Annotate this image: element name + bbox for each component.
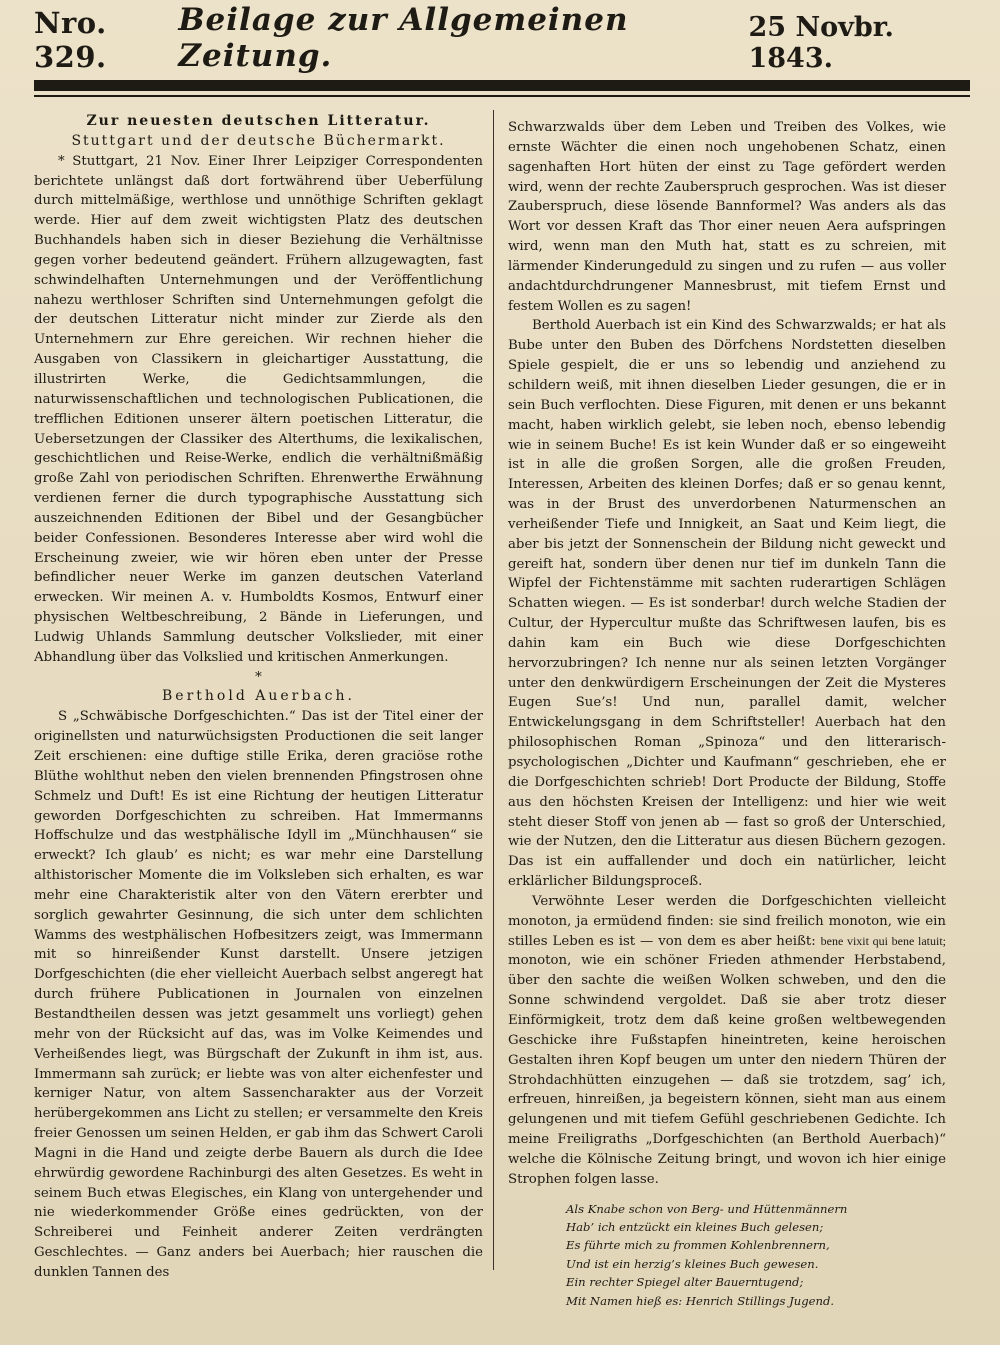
poem-line: Als Knabe schon von Berg- und Hüttenmännern	[566, 1201, 848, 1216]
masthead-thin-rule	[34, 95, 970, 97]
paragraph-text-after: monoton, wie ein schöner Frieden athmender Herbstabend, über den sachte die weißen Wolken schweben, und den die Sonne schwindend vergoldet. Daß sie aber trotz dieser Einförmigkeit, trotz dem daß keine großen weltbewegenden Geschicke ihre Fußstapfen hineintreten, keine heroischen Gestalten ihren Kopf beugen um unter den niedern Thüren der Strohdachhütten einzugehen — daß sie trotzdem, sag’ ich, erfreuen, hinreißen, ja begeistern können, sieht man aus einem gelungenen und mit tiefem Gefühl geschriebenen Gedichte. Ich meine Freiligraths „Dorfgeschichten (an Berthold Auerbach)“ welche die Kölnische Zeitung bringt, und wovon ich hier einige Strophen folgen lasse.	[508, 953, 946, 1187]
newspaper-title: Beilage zur Allgemeinen Zeitung.	[178, 2, 629, 74]
poem-line: Hab’ ich entzückt ein kleines Buch gelesen;	[566, 1219, 824, 1234]
column-divider	[493, 110, 494, 1270]
left-column	[34, 112, 483, 1283]
right-column	[508, 118, 946, 1310]
article-heading-stuttgart: Stuttgart und der deutsche Büchermarkt.	[71, 132, 446, 149]
article-heading-auerbach: Berthold Auerbach.	[162, 688, 355, 705]
poem-excerpt	[566, 1200, 946, 1310]
latin-quote: bene vixit qui bene latuit;	[820, 933, 947, 948]
article-auerbach-paragraph-monoton	[508, 892, 946, 1190]
poem-line: Es führte mich zu frommen Kohlenbrennern,	[566, 1238, 830, 1253]
masthead-thick-rule	[34, 80, 970, 91]
article-auerbach-paragraph: Berthold Auerbach ist ein Kind des Schwarzwalds; er hat als Bube unter den Buben des Dörfchens Nordstetten dieselben Spiele gespielt, die er uns so lebendig und anziehend zu schildern weiß, mit ihnen dieselben Lieder gesungen, die er in sein Buch verflochten. Diese Figuren, mit denen er uns bekannt macht, haben wirklich gelebt, sie leben noch, ebenso lebendig wie in seinem Buche! Es ist kein Wunder daß er so eingeweiht ist in alle die großen Sorgen, alle die großen Freuden, Interessen, Arbeiten des kleinen Dorfes; daß er so genau kennt, was in der Brust des unverdorbenen Naturmenschen an verheißender Tiefe und Innigkeit, an Saat und Keim liegt, die aber bis jetzt der Sonnenschein der Bildung nicht geweckt und gereift hat, sondern über denen nur tief im dunkeln Tann die Wipfel der Fichtenstämme mit sachten ruderartigen Schlägen Schatten wiegen. — Es ist sonderbar! durch welche Stadien der Cultur, der Hypercultur mußte das Schriftwesen laufen, bis es dahin kam ein Buch wie diese Dorfgeschichten hervorzubringen? Ich nenne nur als seinen letzten Vorgänger unter den denkwürdigern Erscheinungen der Zeit die Mysteres Eugen Sue’s! Und nun, parallel damit, welcher Entwickelungsgang in dem Schriftsteller! Auerbach hat den philosophischen Roman „Spinoza“ und den litterarisch-psychologischen „Dichter und Kaufmann“ geschrieben, ehe er die Dorfgeschichten schrieb! Dort Producte der Bildung, Stoffe aus den höchsten Kreisen der Intelligenz: und hier wie weit steht dieser Stoff von jenen ab — fast so groß der Unterschied, wie der Nutzen, den die Litteratur aus diesen Büchern gezogen. Das ist ein auffallender und doch ein natürlicher, leicht erklärlicher Bildungsproceß.	[508, 318, 946, 890]
section-separator: *	[255, 669, 262, 685]
article-stuttgart-text: * Stuttgart, 21 Nov. Einer Ihrer Leipziger Correspondenten berichtete unlängst daß dort fortwährend über Ueberfülung durch mittelmäßige, werthlose und unnöthige Schriften geklagt werde. Hier auf dem zweit wichtigsten Platz des deutschen Buchhandels haben sich in dieser Beziehung die Verhältnisse gegen vorher bedeutend geändert. Frühern allzugewagten, fast schwindelhaften Unternehmungen und der Veröffentlichung nahezu werthloser Schriften sind Unternehmungen gefolgt die der deutschen Litteratur nicht minder zur Zierde als den Unternehmern zur Ehre gereichen. Wir rechnen hieher die Ausgaben von Classikern in gleichartiger Ausstattung, die illustrirten Werke, die Gedichtsammlungen, die naturwissenschaftlichen und technologischen Publicationen, die trefflichen Editionen unserer ältern poetischen Litteratur, die Uebersetzungen der Classiker des Alterthums, die lexikalischen, geschichtlichen und Reise-Werke, endlich die verhältnißmäßig große Zahl von periodischen Schriften. Ehrenwerthe Erwähnung verdienen ferner die durch typographische Ausstattung sich auszeichnenden Editionen der Bibel und der Gesangbücher beider Confessionen. Besonderes Interesse aber wird wohl die Erscheinung zweier, wie wir hören eben unter der Presse befindlicher neuer Werke im ganzen deutschen Vaterland erwecken. Wir meinen A. v. Humboldts Kosmos, Entwurf einer physischen Weltbeschreibung, 2 Bände in Lieferungen, und Ludwig Uhlands Sammlung deutscher Volkslieder, mit einer Abhandlung über das Volkslied und kritischen Anmerkungen.	[34, 153, 483, 665]
poem-line: Ein rechter Spiegel alter Bauerntugend;	[566, 1275, 804, 1290]
article-auerbach-continued: Schwarzwalds über dem Leben und Treiben des Volkes, wie ernste Wächter die einen noch ungehobenen Schatz, einen sagenhaften Hort hüten der einst zu Tage gefördert werden wird, wenn der rechte Zauberspruch gesprochen. Was ist dieser Zauberspruch, diese lösende Bannformel? Was anders als das Wort vor dessen Kraft das Thor einer neuen Aera aufspringen wird, wenn man den Muth hat, statt es zu schreien, mit lärmender Kinderungeduld zu singen und zu rufen — aus voller andachtdurchdrungener Mannesbrust, mit tiefem Ernst und festem Wollen es zu sagen!	[508, 120, 946, 314]
poem-line: Und ist ein herzig’s kleines Buch gewesen.	[566, 1256, 819, 1271]
article-auerbach-text: S „Schwäbische Dorfgeschichten.“ Das ist der Titel einer der originellsten und naturwüchsigsten Productionen die seit langer Zeit erschienen: eine duftige stille Erika, deren graciöse rothe Blüthe wohlthut neben den vielen brennenden Pfingstrosen ohne Schmelz und Duft! Es ist eine Richtung der heutigen Litteratur geworden Dorfgeschichten zu schreiben. Hat Immermanns Hoffschulze und das westphälische Idyll im „Münchhausen“ sie erweckt? Ich glaub’ es nicht; es war mehr eine Darstellung althistorischer Momente die im Volksleben sich erhalten, es war mehr eine Charakteristik alter von den Vätern ererbter und sorglich gewahrter Gesinnung, die sich unter dem schlichten Wamms des westphälischen Hofbesitzers zeigt, was Immermann mit so hinreißender Kunst darstellt. Unsere jetzigen Dorfgeschichten (die eher vielleicht Auerbach selbst angeregt hat durch frühere Publicationen in Journalen von einzelnen Bestandtheilen dessen was jetzt gesammelt uns vorliegt) gehen mehr von der Rücksicht auf das, was im Volke Keimendes und Verheißendes liegt, was Bürgschaft der Zukunft in ihm ist, aus. Immermann sah zurück; er liebte was von alter eichenfester und kerniger Natur, von altem Sassencharakter aus der Vorzeit herübergekommen ans Licht zu stellen; er versammelte den Kreis freier Genossen um seinen Helden, er gab ihm das Schwert Caroli Magni in die Hand und zeigte derbe Bauern als durch die Idee ehrwürdig gewordene Rachinburgi des alten Gesetzes. Es weht in seinem Buch etwas Elegisches, ein Klang von untergehender und nie wiederkommender Größe eines gedrückten, von der Schreiberei und Feinheit anderer Zeiten verdrängten Geschlechtes. — Ganz anders bei Auerbach; hier rauschen die dunklen Tannen des	[34, 709, 483, 1280]
issue-number: Nro. 329.	[34, 6, 107, 74]
masthead	[34, 2, 970, 74]
paragraph-text-before: Verwöhnte Leser werden die Dorfgeschichten vielleicht monoton, ja ermüdend finden: sie sind freilich monoton, wie ein stilles Leben es ist — von dem es aber heißt:	[508, 893, 946, 949]
issue-date: 25 Novbr. 1843.	[748, 12, 894, 74]
poem-line: Mit Namen hieß es: Henrich Stillings Jugend.	[566, 1293, 835, 1308]
section-heading: Zur neuesten deutschen Litteratur.	[86, 113, 431, 129]
